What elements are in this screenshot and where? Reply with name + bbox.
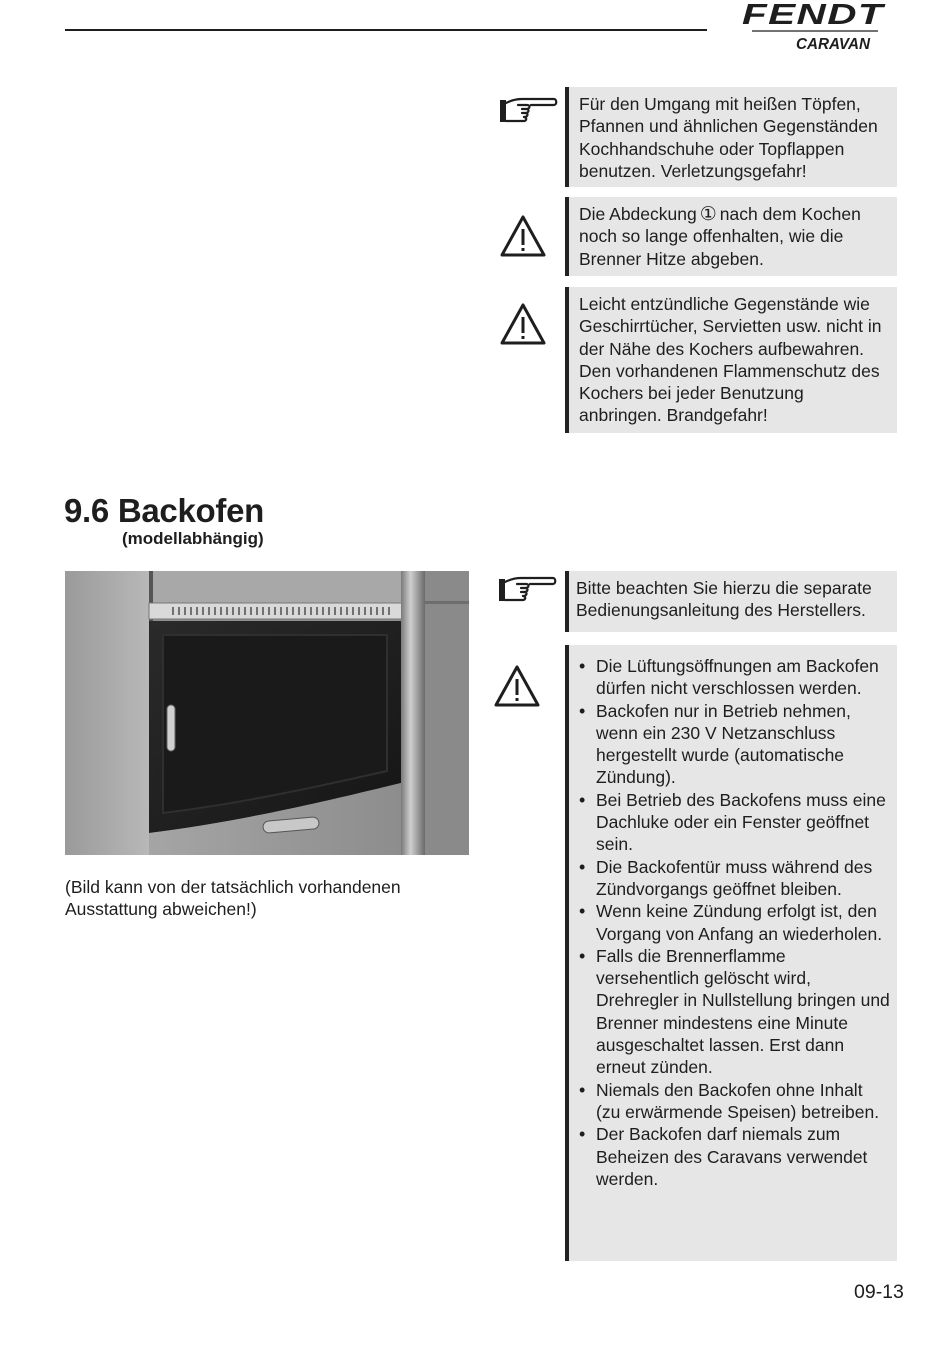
- list-item: • Bei Betrieb des Backofens muss eine Dachluke oder ein Fenster geöffnet sein.: [579, 789, 891, 856]
- list-item: • Falls die Brennerflamme versehentlich gelöscht wird, Drehregler in Nullstellung bringen und Brenner mindestens eine Minute ausgeschaltet lassen. Erst dann erneut zünden.: [579, 945, 891, 1079]
- logo-brand-top: FENDT: [742, 0, 886, 31]
- section-subtitle: (modellabhängig): [122, 529, 264, 548]
- oven-warnings-box: [565, 645, 897, 1261]
- list-item: • Die Lüftungsöffnungen am Backofen dürfen nicht verschlossen werden.: [579, 655, 891, 700]
- page-number: 09-13: [854, 1281, 904, 1303]
- callout-marker: ①: [699, 203, 717, 225]
- section-title: 9.6 Backofen: [64, 492, 264, 529]
- oven-warnings-list: [579, 655, 891, 1190]
- note-manufacturer-manual: [565, 571, 897, 632]
- header-rule: [65, 29, 707, 31]
- list-item: • Backofen nur in Betrieb nehmen, wenn ein 230 V Netzanschluss hergestellt wurde (automatische Zündung).: [579, 700, 891, 789]
- list-item: • Die Backofentür muss während des Zündvorgangs geöffnet bleiben.: [579, 856, 891, 901]
- note-text: [579, 203, 891, 270]
- list-item: • Niemals den Backofen ohne Inhalt (zu erwärmende Speisen) betreiben.: [579, 1079, 891, 1124]
- list-item: • Der Backofen darf niemals zum Beheizen des Caravans verwendet werden.: [579, 1123, 891, 1190]
- figure-caption: (Bild kann von der tatsächlich vorhandenen Ausstattung abweichen!): [65, 877, 401, 920]
- warning-triangle-icon: [499, 214, 547, 258]
- fendt-caravan-logo: [740, 0, 890, 56]
- logo-brand-bottom: CARAVAN: [796, 36, 871, 53]
- warning-triangle-icon: [493, 664, 541, 708]
- list-item: • Wenn keine Zündung erfolgt ist, den Vorgang von Anfang an wiederholen.: [579, 900, 891, 945]
- pointing-hand-icon: [497, 573, 557, 607]
- warning-triangle-icon: [499, 302, 547, 346]
- note-text: Für den Umgang mit heißen Töpfen, Pfannen und ähnlichen Gegenständen Kochhandschuhe oder Topflappen benutzen. Verletzungsgefahr!: [579, 94, 878, 181]
- note-text: Bitte beachten Sie hierzu die separate Bedienungsanleitung des Herstellers.: [576, 578, 872, 621]
- note-flammable-items: [565, 287, 897, 433]
- note-text: Leicht entzündliche Gegenstände wie Geschirrtücher, Servietten usw. nicht in der Nähe des Kochers aufbewahren. Den vorhandenen Flammenschutz des Kochers bei jeder Benutzung anbringen. Brandgefahr!: [579, 294, 882, 426]
- note-cover-open: [565, 197, 897, 276]
- note-text-after: nach dem Kochen noch so lange offenhalten, wie die Brenner Hitze abgeben.: [579, 204, 861, 269]
- note-text-before: Die Abdeckung: [579, 204, 697, 224]
- pointing-hand-icon: [498, 94, 558, 128]
- oven-photo: [65, 571, 469, 855]
- note-hot-pots: [565, 87, 897, 187]
